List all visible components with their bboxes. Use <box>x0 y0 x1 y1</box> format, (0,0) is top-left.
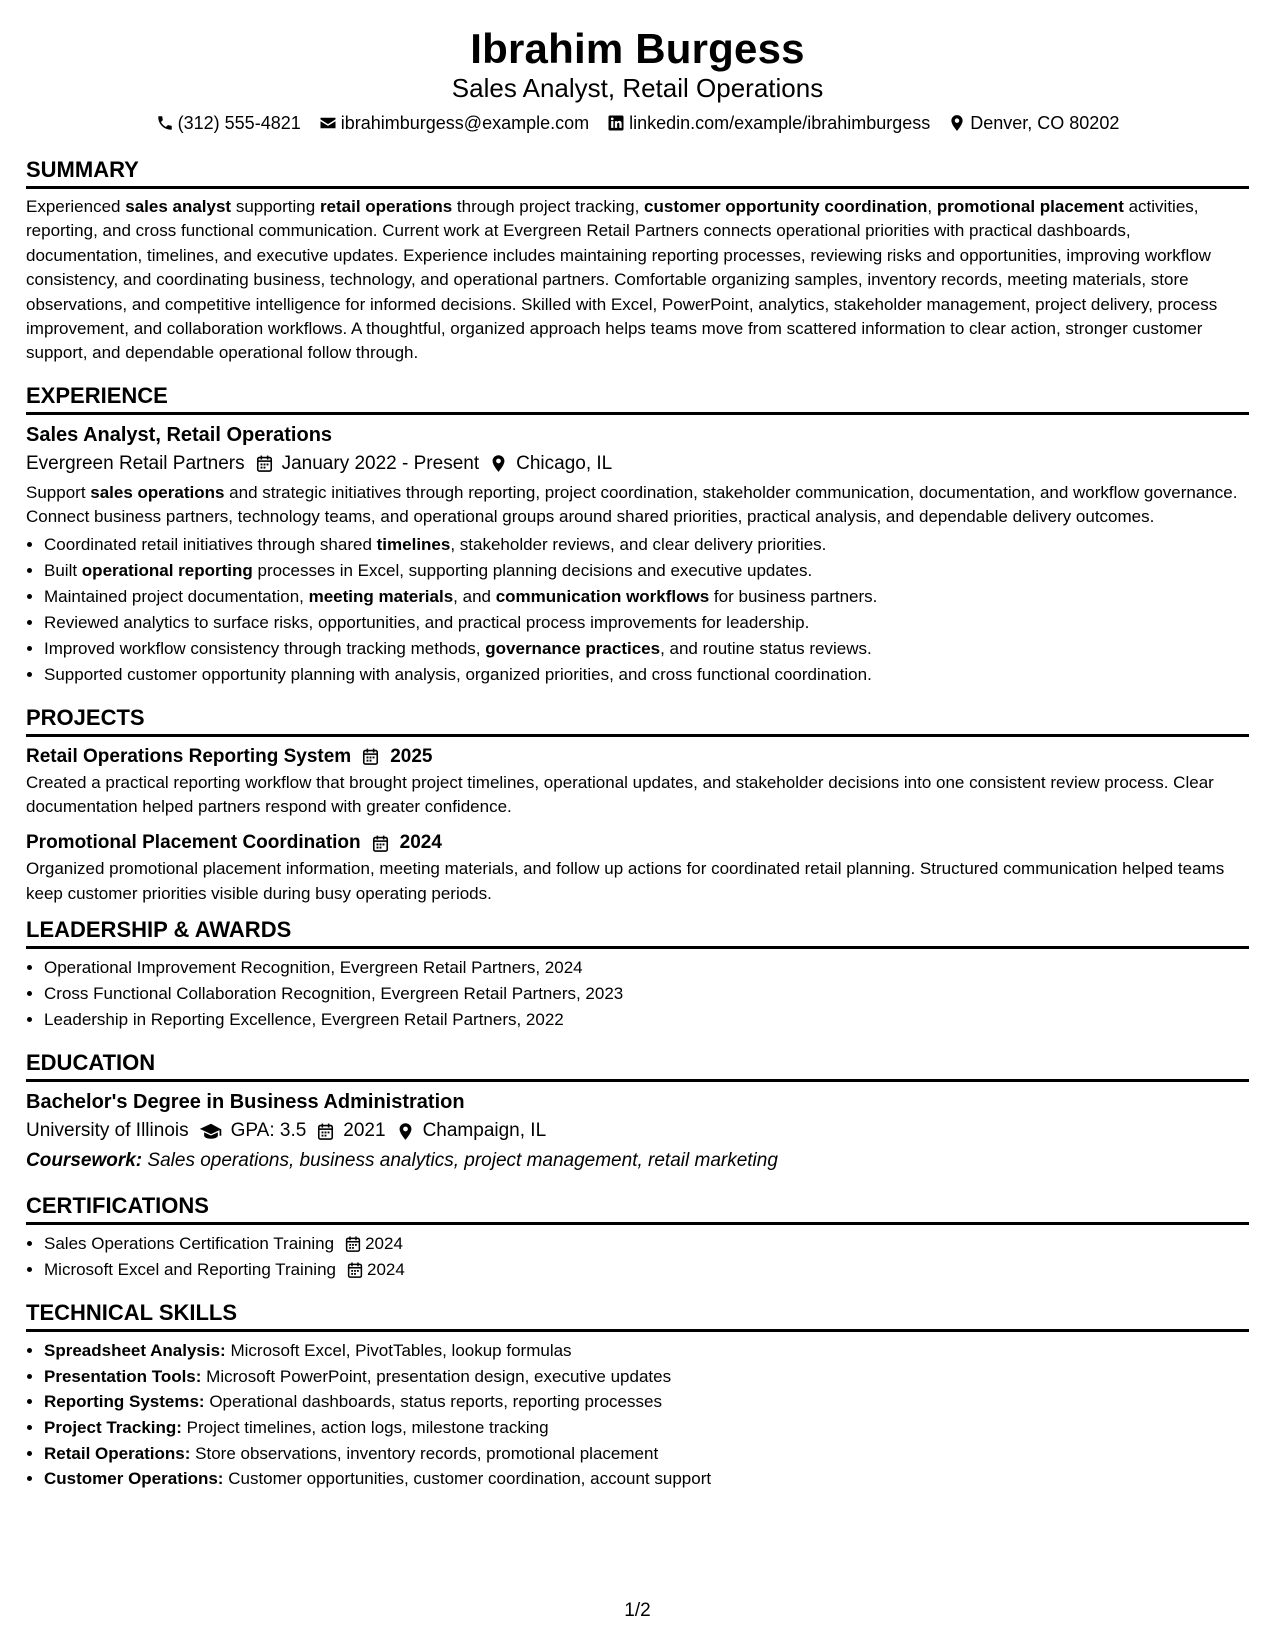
calendar-icon <box>255 454 274 473</box>
list-item <box>44 1364 1249 1390</box>
coursework <box>26 1146 1249 1176</box>
bold-text: customer opportunity coordination <box>644 197 928 216</box>
map-pin-icon <box>489 454 508 473</box>
job-bullets <box>26 532 1249 688</box>
list-item: • Maintained project documentation, meeting materials, and communication workflows for business partners. <box>44 584 1249 610</box>
certification-year: 2024 <box>366 1260 405 1280</box>
skill-value: Microsoft Excel, PivotTables, lookup formulas <box>230 1341 572 1361</box>
list-item: • Operational Improvement Recognition, Evergreen Retail Partners, 2024 <box>44 955 1249 981</box>
certification <box>44 1231 403 1257</box>
skill-value: Operational dashboards, status reports, reporting processes <box>209 1392 662 1412</box>
phone-text: (312) 555-4821 <box>177 113 301 133</box>
certifications-heading: CERTIFICATIONS <box>26 1192 1249 1225</box>
map-pin-icon <box>948 114 966 132</box>
project-item <box>26 743 1249 820</box>
education-gpa <box>199 1116 307 1146</box>
skill-label: Customer Operations: <box>44 1469 224 1489</box>
awards-list <box>26 955 1249 1033</box>
skills-heading: TECHNICAL SKILLS <box>26 1299 1249 1332</box>
summary-heading: SUMMARY <box>26 156 1249 189</box>
skill-value: Project timelines, action logs, milestone tracking <box>186 1418 549 1438</box>
bold-text: sales operations <box>90 482 225 502</box>
calendar-icon <box>346 1261 364 1279</box>
phone-icon <box>156 114 174 132</box>
list-item: • Supported customer opportunity planning with analysis, organized priorities, and cross functional coordination. <box>44 662 1249 688</box>
job-dates <box>255 449 480 479</box>
list-item: • Cross Functional Collaboration Recognition, Evergreen Retail Partners, 2023 <box>44 981 1249 1007</box>
bold-text: sales analyst <box>125 197 232 216</box>
contact-location <box>948 110 1119 136</box>
certifications-list <box>26 1231 1249 1283</box>
skills-section <box>26 1299 1249 1492</box>
project-description: Organized promotional placement information, meeting materials, and follow up actions for coordinated retail planning. Structured communication helped teams keep customer priorities visible during busy operating periods. <box>26 859 1225 903</box>
school-name: University of Illinois <box>26 1120 189 1142</box>
job-location <box>489 449 612 479</box>
location-text: Denver, CO 80202 <box>970 113 1120 133</box>
project-year: 2024 <box>399 832 442 854</box>
certification-date <box>344 1231 403 1257</box>
certifications-section <box>26 1192 1249 1283</box>
list-item <box>44 1389 1249 1415</box>
list-item: • Reviewed analytics to surface risks, opportunities, and practical process improvements for leadership. <box>44 610 1249 636</box>
skill-value: Customer opportunities, customer coordination, account support <box>228 1469 712 1489</box>
education-section <box>26 1049 1249 1176</box>
calendar-icon <box>371 834 390 853</box>
skill-label: Presentation Tools: <box>44 1366 202 1386</box>
projects-section <box>26 704 1249 907</box>
bold-text: promotional placement <box>936 197 1124 216</box>
experience-section <box>26 382 1249 688</box>
summary-section <box>26 156 1249 366</box>
certification <box>44 1257 405 1283</box>
certification-name: • Microsoft Excel and Reporting Training <box>44 1260 336 1280</box>
linkedin-text: linkedin.com/example/ibrahimburgess <box>629 113 931 133</box>
skill-value: Microsoft PowerPoint, presentation design, executive updates <box>206 1366 672 1386</box>
skill-label: Reporting Systems: <box>44 1392 205 1412</box>
project-year: 2025 <box>390 745 433 767</box>
job-title: Sales Analyst, Retail Operations <box>26 423 333 446</box>
awards-heading: LEADERSHIP & AWARDS <box>26 916 1249 949</box>
contact-line <box>26 110 1249 136</box>
list-item: • Improved workflow consistency through tracking methods, governance practices, and routine status reviews. <box>44 636 1249 662</box>
job-location-text: Chicago, IL <box>516 452 613 474</box>
summary-text: Experienced sales analyst supporting retail operations through project tracking, customer opportunity coordination, promotional placement activities, reporting, and cross functional communication. Current work at Evergreen Retail Partners connects operational priorities with practical dashboards, documentation, timelines, and executive updates. Experience includes maintaining reporting processes, reviewing risks and opportunities, improving workflow consistency, and coordinating business, technology, and operational partners. Comfortable organizing samples, inventory records, meeting materials, store observations, and competitive intelligence for informed decisions. Skilled with Excel, PowerPoint, analytics, stakeholder management, project delivery, process improvement, and collaboration workflows. A thoughtful, organized approach helps teams move from scattered information to clear action, stronger customer support, and dependable operational follow through. <box>26 197 1218 363</box>
project-item <box>26 829 1249 906</box>
bold-text: operational reporting <box>81 560 253 580</box>
contact-linkedin[interactable] <box>607 110 930 136</box>
education-location <box>396 1116 547 1146</box>
candidate-name: Ibrahim Burgess <box>470 25 805 72</box>
certification-year: 2024 <box>365 1234 403 1254</box>
skill-label: Retail Operations: <box>44 1443 191 1463</box>
email-text: ibrahimburgess@example.com <box>340 113 590 133</box>
certification-date <box>346 1257 405 1283</box>
bold-text: meeting materials <box>308 586 454 606</box>
skill-value: Store observations, inventory records, promotional placement <box>195 1443 659 1463</box>
list-item: • Built operational reporting processes in Excel, supporting planning decisions and executive updates. <box>44 558 1249 584</box>
resume-header <box>26 24 1249 136</box>
gpa-text: GPA: 3.5 <box>230 1120 307 1142</box>
skills-list <box>26 1338 1249 1492</box>
education-year <box>316 1116 385 1146</box>
map-pin-icon <box>396 1122 415 1141</box>
envelope-icon <box>319 114 337 132</box>
bold-text: governance practices <box>485 638 661 658</box>
education-year-text: 2021 <box>343 1120 386 1142</box>
project-description: Created a practical reporting workflow that brought project timelines, operational updates, and stakeholder decisions into one consistent review process. Clear documentation helped partners respond with greater confidence. <box>26 772 1214 817</box>
bold-text: retail operations <box>319 197 453 216</box>
bold-text: timelines <box>376 534 451 554</box>
candidate-title: Sales Analyst, Retail Operations <box>451 73 824 103</box>
skill-label: Project Tracking: <box>44 1418 182 1438</box>
calendar-icon <box>344 1235 362 1253</box>
linkedin-icon <box>607 114 625 132</box>
job-description: Support sales operations and strategic initiatives through reporting, project coordination, stakeholder communication, documentation, and workflow governance. Connect business partners, technology teams, and operational groups around shared priorities, practical analysis, and dependable delivery outcomes. <box>26 482 1238 527</box>
skill-label: Spreadsheet Analysis: <box>44 1341 226 1361</box>
list-item <box>44 1257 1249 1283</box>
contact-phone[interactable] <box>156 110 301 136</box>
calendar-icon <box>361 747 380 766</box>
education-heading: EDUCATION <box>26 1049 1249 1082</box>
list-item <box>44 1466 1249 1492</box>
education-meta <box>26 1116 1249 1146</box>
coursework-label: Coursework: <box>26 1150 143 1172</box>
job-meta <box>26 449 1249 479</box>
calendar-icon <box>316 1122 335 1141</box>
list-item <box>44 1415 1249 1441</box>
contact-email[interactable] <box>319 110 589 136</box>
bold-text: communication workflows <box>495 586 710 606</box>
awards-section <box>26 916 1249 1033</box>
certification-name: • Sales Operations Certification Training <box>44 1234 335 1254</box>
list-item <box>44 1338 1249 1364</box>
list-item: • Leadership in Reporting Excellence, Evergreen Retail Partners, 2022 <box>44 1007 1249 1033</box>
job-dates-text: January 2022 - Present <box>281 452 480 474</box>
coursework-text: Sales operations, business analytics, project management, retail marketing <box>147 1150 778 1172</box>
project-header <box>26 743 1249 771</box>
page-number: 1/2 <box>624 1600 651 1621</box>
list-item: • Coordinated retail initiatives through shared timelines, stakeholder reviews, and clear delivery priorities. <box>44 532 1249 558</box>
list-item <box>44 1441 1249 1467</box>
projects-heading: PROJECTS <box>26 704 1249 737</box>
list-item <box>44 1231 1249 1257</box>
job-company: Evergreen Retail Partners <box>26 452 245 474</box>
education-location-text: Champaign, IL <box>422 1120 547 1142</box>
experience-heading: EXPERIENCE <box>26 382 1249 415</box>
project-header <box>26 829 1249 857</box>
graduation-cap-icon <box>199 1122 223 1141</box>
project-title: Retail Operations Reporting System <box>26 745 352 767</box>
project-title: Promotional Placement Coordination <box>26 832 361 854</box>
degree-title: Bachelor's Degree in Business Administration <box>26 1091 465 1114</box>
